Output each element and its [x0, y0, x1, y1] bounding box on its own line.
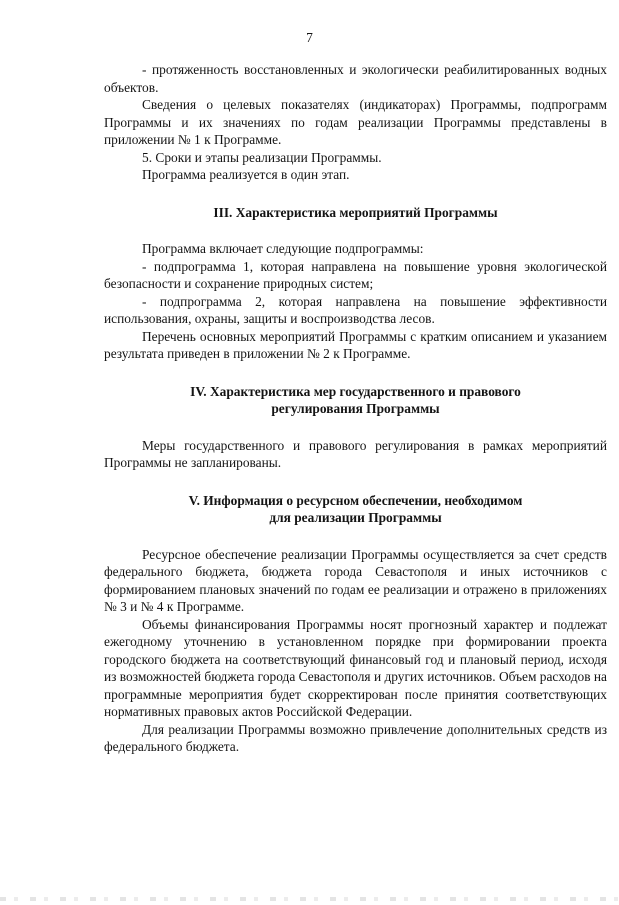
section-4-paragraph-1: Меры государственного и правового регулирования в рамках мероприятий Программы не запланированы. [104, 437, 607, 470]
section-5-paragraph-3: Для реализации Программы возможно привлечение дополнительных средств из федерального бюджета. [104, 721, 607, 754]
intro-paragraph-3: 5. Сроки и этапы реализации Программы. [142, 149, 382, 165]
page-number: 7 [306, 30, 313, 45]
section-5-paragraph-1: Ресурсное обеспечение реализации Программы осуществляется за счет средств федерального бюджета, бюджета города Севастополя и иных источников с формированием плановых значений по годам ее реализации и отражено в приложениях № 3 и № 4 к Программе. [104, 546, 607, 614]
section-3-paragraph-4: Перечень основных мероприятий Программы с кратким описанием и указанием результата приведен в приложении № 2 к Программе. [104, 328, 607, 361]
section-5-heading-line-1: V. Информация о ресурсном обеспечении, необходимом [188, 492, 523, 508]
section-5-paragraph-2: Объемы финансирования Программы носят прогнозный характер и подлежат ежегодному уточнению в установленном порядке при формировании проекта городского бюджета на соответствующий финансовый год и плановый период, исходя из возможностей бюджета города Севастополя и других источников. Объем расходов на программные мероприятия будет скорректирован после принятия соответствующих нормативных правовых актов Российской Федерации. [104, 616, 607, 719]
section-5-heading-line-2: для реализации Программы [269, 510, 442, 525]
section-3-paragraph-3: - подпрограмма 2, которая направлена на повышение эффективности использования, охраны, защиты и воспроизводства лесов. [104, 293, 607, 326]
section-4-heading-line-1: IV. Характеристика мер государственного и правового [190, 383, 521, 399]
section-4-heading-line-2: регулирования Программы [271, 401, 440, 416]
section-3-heading: III. Характеристика мероприятий Программы [213, 204, 498, 220]
intro-paragraph-2: Сведения о целевых показателях (индикаторах) Программы, подпрограмм Программы и их значениях по годам реализации Программы представлены в приложении № 1 к Программе. [104, 97, 607, 147]
section-3-paragraph-2: - подпрограмма 1, которая направлена на повышение уровня экологической безопасности и сохранение природных систем; [104, 258, 607, 291]
page-content [104, 61, 607, 756]
intro-paragraph-4: Программа реализуется в один этап. [142, 167, 350, 182]
scan-artifact-line [0, 897, 619, 901]
section-4-heading [104, 383, 607, 418]
section-3-paragraph-1: Программа включает следующие подпрограммы: [142, 241, 424, 256]
intro-paragraph-1: - протяженность восстановленных и экологически реабилитированных водных объектов. [104, 62, 607, 95]
section-5-heading [104, 492, 607, 527]
